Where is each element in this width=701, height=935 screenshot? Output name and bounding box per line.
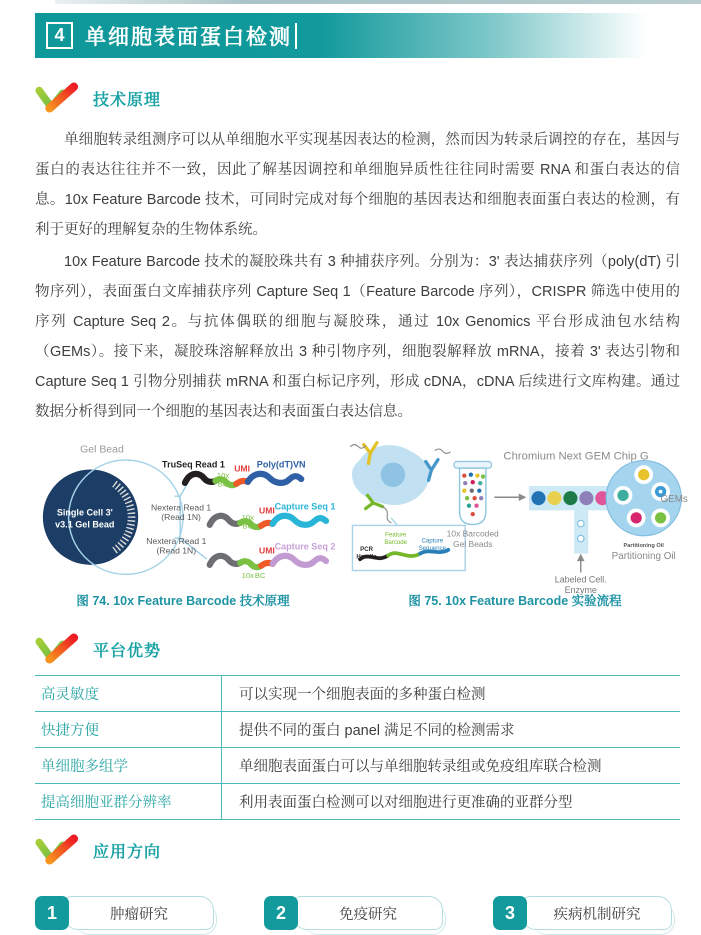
- figure-74-diagram: [35, 439, 336, 582]
- feature-label-1: Feature: [385, 531, 407, 539]
- advantage-value: 提供不同的蛋白 panel 满足不同的检测需求: [221, 712, 680, 747]
- bc10x-label-2: 10x: [241, 513, 254, 523]
- figure-74: [35, 439, 336, 611]
- strand-capture1: [210, 516, 326, 527]
- figure-74-caption: 图 74. 10x Feature Barcode 技术原理: [76, 594, 290, 608]
- polydt-label: Poly(dT)VN: [256, 459, 306, 470]
- chapter-number: 4: [46, 22, 73, 49]
- chapter-header: [35, 13, 665, 58]
- section-heading-principle: [35, 82, 680, 114]
- table-row: [35, 783, 680, 819]
- application-number-badge: 1: [35, 896, 69, 930]
- nextera-label-2a: Nextera Read 1: [146, 535, 207, 546]
- labeled-cell-arrow: [577, 554, 585, 573]
- capture1-label: Capture Seq 1: [274, 501, 336, 512]
- advantage-key: 快捷方便: [41, 723, 99, 739]
- top-rule: [55, 0, 701, 4]
- strand-capture2: [210, 556, 326, 567]
- bc10x-label-1: 10x: [216, 471, 230, 481]
- bead-text-1: Single Cell 3': [56, 507, 113, 518]
- application-number-badge: 2: [264, 896, 298, 930]
- principle-paragraph-2: 10x Feature Barcode 技术的凝胶珠共有 3 种捕获序列。分别为：3' 表达捕获序列（poly(dT) 引物序列），表面蛋白文库捕获序列 Capture Seq 1（Feature Barcode 序列），CRISPR 筛选中使用的序列 Capture Seq 2。与抗体偶联的细胞与凝胶珠，通过 10x Genomics 平台形成油包水结构（GEMs）。接下来，凝胶珠溶解释放出 3 种引物序列，细胞裂解释放 mRNA，接着 3' 表达引物和 Capture Seq 1 引物分别捕获 mRNA 和蛋白标记序列，形成 cDNA，cDNA 后续进行文库构建。通过数据分析得到同一个细胞的基因表达和表面蛋白表达信息。: [35, 254, 680, 420]
- umi-label-2: UMI: [259, 505, 275, 516]
- advantages-table: [35, 675, 680, 820]
- bc-label-1: BC: [217, 479, 229, 489]
- umi-label-3: UMI: [259, 545, 275, 556]
- page-title: 单细胞表面蛋白检测: [85, 25, 292, 49]
- advantage-value: 可以实现一个细胞表面的多种蛋白检测: [221, 676, 680, 711]
- table-row: [35, 675, 680, 711]
- gel-beads-tube: [447, 462, 499, 549]
- labeled-cell-label-1: Labeled Cell.: [554, 574, 607, 585]
- advantage-value: 单细胞表面蛋白可以与单细胞转录组或免疫组库联合检测: [221, 748, 680, 783]
- page-content: [35, 58, 688, 930]
- applications-row: [35, 896, 680, 930]
- check-ribbon-icon: [35, 835, 79, 865]
- flow-arrow-right: [494, 493, 526, 501]
- check-ribbon-icon: [35, 634, 79, 664]
- section-heading-advantages: [35, 633, 680, 665]
- figures-row: [35, 439, 688, 611]
- pcr-handle-label-1: PCR: [360, 545, 374, 553]
- partitioning-oil-small-label: Partitioning Oil: [623, 543, 664, 550]
- partitioning-oil-label: Partitioning Oil: [611, 551, 676, 563]
- advantage-key: 高灵敏度: [41, 687, 99, 703]
- advantage-value: 利用表面蛋白检测可以对细胞进行更准确的亚群分型: [221, 784, 680, 819]
- nextera-label-1b: (Read 1N): [161, 512, 201, 523]
- capture2-label: Capture Seq 2: [274, 541, 336, 552]
- bead-text-2: v3.1 Gel Bead: [55, 519, 115, 530]
- feature-label-2: Barcode: [384, 539, 408, 547]
- application-label: 疾病机制研究: [522, 896, 672, 930]
- application-label: 免疫研究: [293, 896, 443, 930]
- nextera-label-1a: Nextera Read 1: [151, 502, 212, 513]
- section-title: 平台优势: [93, 642, 162, 660]
- figure-75-caption: 图 75. 10x Feature Barcode 实验流程: [408, 594, 622, 608]
- gel-bead-label: Gel Bead: [80, 444, 124, 456]
- gems-label: GEMs: [660, 493, 688, 505]
- application-number-badge: 3: [493, 896, 527, 930]
- advantage-key: 单细胞多组学: [41, 759, 128, 775]
- labeled-cell-graphic: [351, 443, 451, 526]
- umi-label-1: UMI: [234, 463, 250, 474]
- table-row: [35, 747, 680, 783]
- capture-seq-label-2: Sequence: [418, 544, 447, 552]
- labeled-cell-label-2: Enzyme: [564, 585, 597, 596]
- section-title: 技术原理: [93, 91, 162, 109]
- table-row: [35, 711, 680, 747]
- chip-title: Chromium Next GEM Chip G: [503, 450, 649, 463]
- strand-polydt: [185, 474, 301, 485]
- application-item: [264, 896, 443, 930]
- text-cursor: [295, 23, 297, 49]
- advantage-key: 提高细胞亚群分辨率: [41, 795, 172, 811]
- section-title: 应用方向: [93, 843, 162, 861]
- truseq-label: TruSeq Read 1: [162, 459, 225, 470]
- application-item: [493, 896, 672, 930]
- tube-label-1: 10x Barcoded: [446, 528, 499, 539]
- application-item: [35, 896, 214, 930]
- tube-label-2: Gel Beads: [453, 539, 493, 550]
- application-label: 肿瘤研究: [64, 896, 214, 930]
- bc-label-2: BC: [242, 521, 254, 531]
- principle-paragraph-1: 单细胞转录组测序可以从单细胞水平实现基因表达的检测，然而因为转录后调控的存在，基因与蛋白的表达往往并不一致，因此了解基因调控和单细胞异质性往往同时需要 RNA 和蛋白表达的信息。10x Feature Barcode 技术，可同时完成对每个细胞的基因表达和细胞表面蛋白表达的检测，有利于更好的理解复杂的生物体系统。: [35, 132, 680, 238]
- nextera-label-2b: (Read 1N): [156, 545, 197, 556]
- section-heading-applications: [35, 834, 680, 866]
- figure-75: [341, 439, 689, 611]
- figure-75-diagram: [341, 439, 689, 594]
- bc10x-label-3: 10x: [241, 571, 254, 581]
- capture-seq-label-1: Capture: [421, 537, 444, 545]
- check-ribbon-icon: [35, 83, 79, 113]
- bc-label-3: BC: [254, 571, 266, 581]
- pcr-handle-label-2: Handle: [356, 553, 377, 561]
